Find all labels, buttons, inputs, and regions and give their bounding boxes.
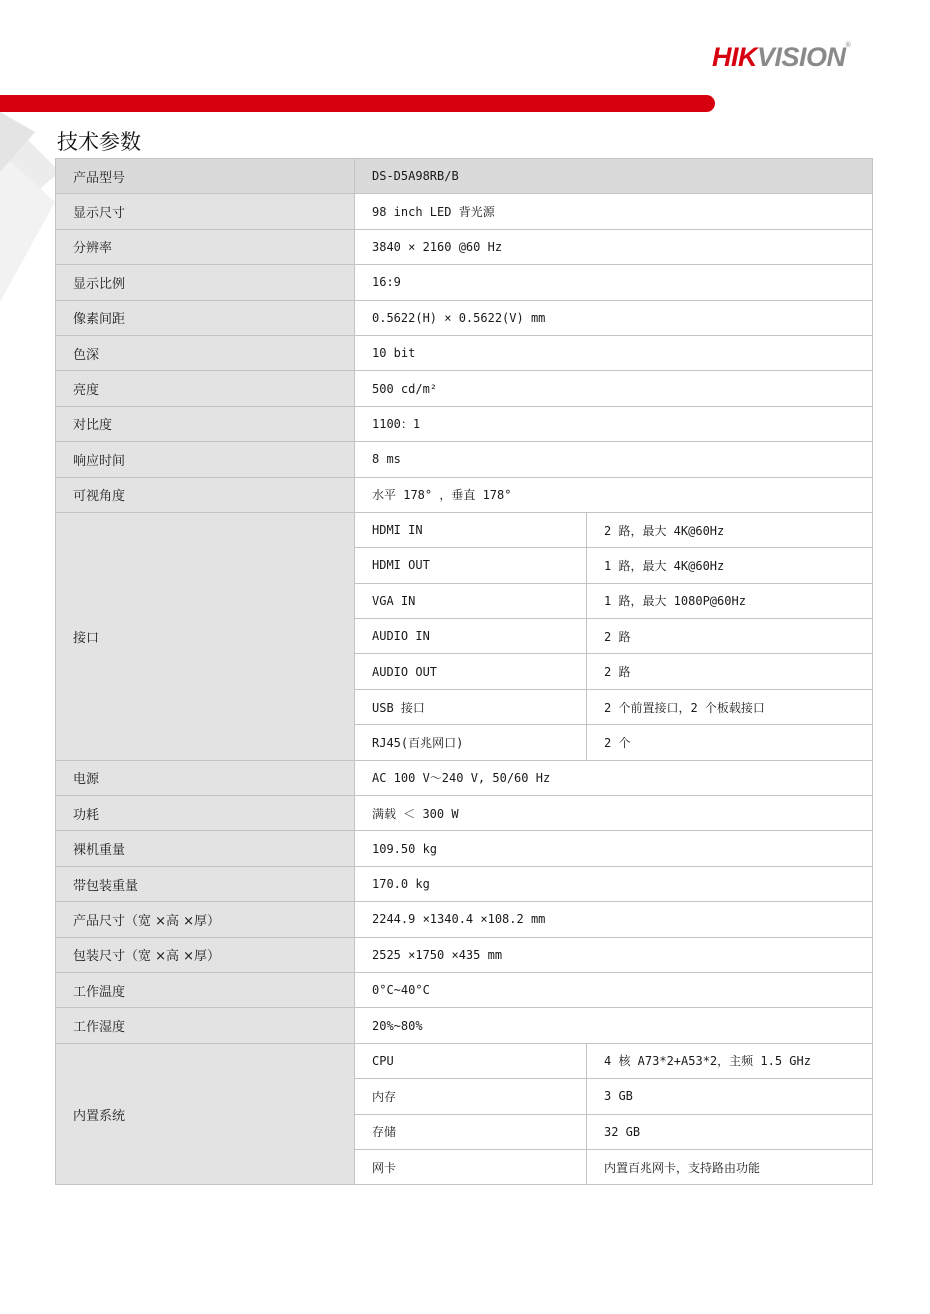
spec-value: 16:9 xyxy=(355,265,873,300)
table-row xyxy=(56,194,873,229)
table-row xyxy=(56,406,873,441)
table-row xyxy=(56,335,873,370)
table-row xyxy=(56,477,873,512)
spec-label: 产品尺寸（宽 ×高 ×厚） xyxy=(56,902,355,937)
spec-label: 对比度 xyxy=(56,406,355,441)
spec-label: 产品型号 xyxy=(56,159,355,194)
table-row xyxy=(56,1043,873,1078)
sub-spec-value: 1 路，最大 1080P@60Hz xyxy=(587,583,873,618)
spec-value: 0°C~40°C xyxy=(355,972,873,1007)
header-red-bar xyxy=(0,95,715,112)
spec-value: 170.0 kg xyxy=(355,866,873,901)
spec-label: 响应时间 xyxy=(56,442,355,477)
spec-value: 500 cd/m² xyxy=(355,371,873,406)
spec-label: 分辨率 xyxy=(56,229,355,264)
spec-label: 带包装重量 xyxy=(56,866,355,901)
spec-label: 工作湿度 xyxy=(56,1008,355,1043)
table-row xyxy=(56,972,873,1007)
spec-label: 包装尺寸（宽 ×高 ×厚） xyxy=(56,937,355,972)
spec-value: 0.5622(H) × 0.5622(V) mm xyxy=(355,300,873,335)
sub-spec-name: 网卡 xyxy=(355,1149,587,1184)
page-title: 技术参数 xyxy=(57,130,141,154)
spec-value: 水平 178° ，垂直 178° xyxy=(355,477,873,512)
spec-label: 接口 xyxy=(56,512,355,760)
table-row xyxy=(56,902,873,937)
sub-spec-name: HDMI IN xyxy=(355,512,587,547)
table-row xyxy=(56,265,873,300)
spec-table xyxy=(55,158,873,1185)
sub-spec-value: 32 GB xyxy=(587,1114,873,1149)
spec-value: 2525 ×1750 ×435 mm xyxy=(355,937,873,972)
spec-value: 10 bit xyxy=(355,335,873,370)
spec-value: DS-D5A98RB/B xyxy=(355,159,873,194)
table-row xyxy=(56,937,873,972)
spec-label: 显示比例 xyxy=(56,265,355,300)
sub-spec-value: 2 个 xyxy=(587,725,873,760)
table-row xyxy=(56,442,873,477)
spec-value: 8 ms xyxy=(355,442,873,477)
sub-spec-name: HDMI OUT xyxy=(355,548,587,583)
spec-value: 满载 ＜ 300 W xyxy=(355,796,873,831)
table-row xyxy=(56,1008,873,1043)
spec-label: 工作温度 xyxy=(56,972,355,1007)
sub-spec-name: 存储 xyxy=(355,1114,587,1149)
sub-spec-name: AUDIO OUT xyxy=(355,654,587,689)
sub-spec-value: 2 路，最大 4K@60Hz xyxy=(587,512,873,547)
sub-spec-value: 2 路 xyxy=(587,619,873,654)
spec-label: 显示尺寸 xyxy=(56,194,355,229)
sub-spec-value: 内置百兆网卡，支持路由功能 xyxy=(587,1149,873,1184)
sub-spec-value: 4 核 A73*2+A53*2，主频 1.5 GHz xyxy=(587,1043,873,1078)
table-row xyxy=(56,371,873,406)
spec-label: 裸机重量 xyxy=(56,831,355,866)
sub-spec-name: 内存 xyxy=(355,1079,587,1114)
spec-value: 1100：1 xyxy=(355,406,873,441)
spec-value: AC 100 V～240 V, 50/60 Hz xyxy=(355,760,873,795)
sub-spec-value: 2 个前置接口，2 个板载接口 xyxy=(587,689,873,724)
table-row xyxy=(56,159,873,194)
hikvision-logo: HIKVISION® xyxy=(712,42,851,72)
spec-label: 可视角度 xyxy=(56,477,355,512)
table-row xyxy=(56,760,873,795)
sub-spec-name: CPU xyxy=(355,1043,587,1078)
spec-label: 色深 xyxy=(56,335,355,370)
sub-spec-value: 3 GB xyxy=(587,1079,873,1114)
sub-spec-name: USB 接口 xyxy=(355,689,587,724)
sub-spec-name: VGA IN xyxy=(355,583,587,618)
sub-spec-name: RJ45(百兆网口) xyxy=(355,725,587,760)
table-row xyxy=(56,831,873,866)
spec-value: 2244.9 ×1340.4 ×108.2 mm xyxy=(355,902,873,937)
spec-value: 20%~80% xyxy=(355,1008,873,1043)
spec-value: 98 inch LED 背光源 xyxy=(355,194,873,229)
decorative-triangles-icon xyxy=(0,112,60,302)
spec-label: 亮度 xyxy=(56,371,355,406)
spec-label: 电源 xyxy=(56,760,355,795)
sub-spec-value: 1 路，最大 4K@60Hz xyxy=(587,548,873,583)
spec-label: 内置系统 xyxy=(56,1043,355,1185)
table-row xyxy=(56,512,873,547)
spec-value: 3840 × 2160 @60 Hz xyxy=(355,229,873,264)
spec-label: 功耗 xyxy=(56,796,355,831)
sub-spec-name: AUDIO IN xyxy=(355,619,587,654)
table-row xyxy=(56,300,873,335)
spec-label: 像素间距 xyxy=(56,300,355,335)
spec-value: 109.50 kg xyxy=(355,831,873,866)
sub-spec-value: 2 路 xyxy=(587,654,873,689)
table-row xyxy=(56,796,873,831)
table-row xyxy=(56,229,873,264)
table-row xyxy=(56,866,873,901)
